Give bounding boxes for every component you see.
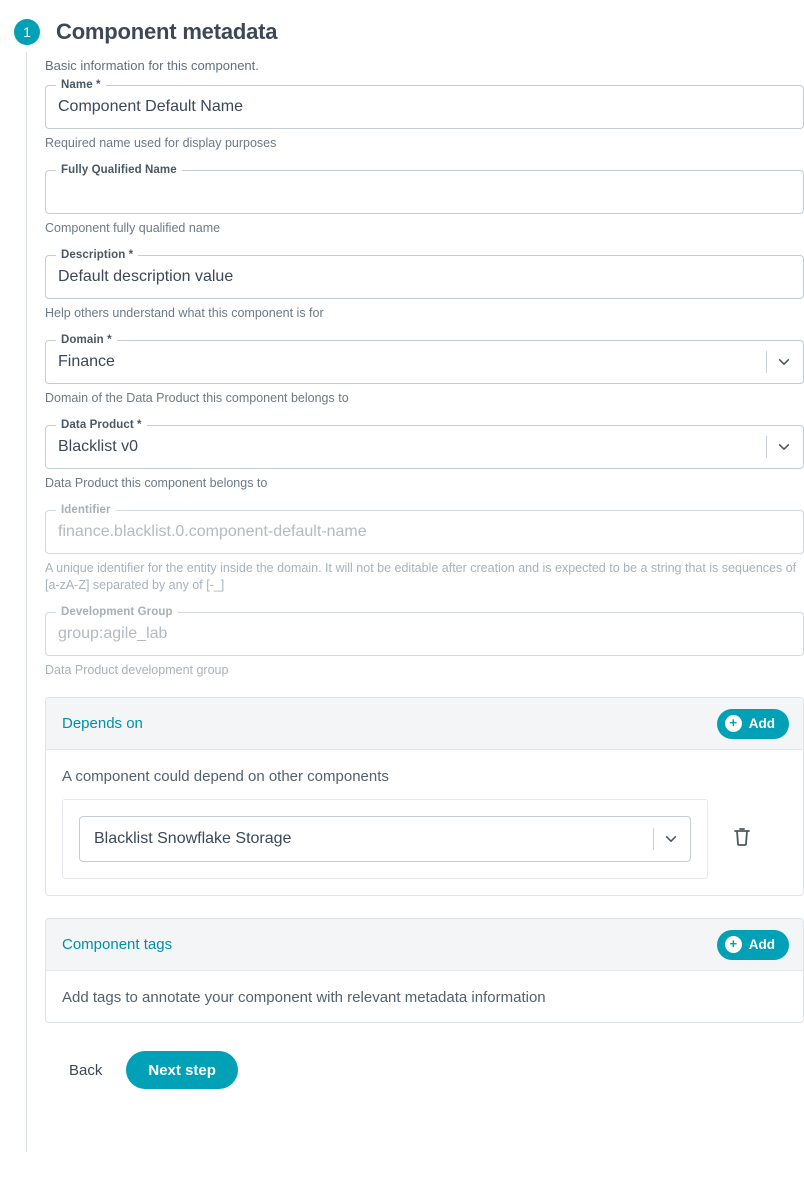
fully-qualified-name-input[interactable] [45, 164, 804, 214]
development-group-value: group:agile_lab [58, 625, 168, 642]
depends-on-panel [45, 697, 804, 896]
name-label: Name * [56, 78, 106, 92]
description-input[interactable] [45, 249, 804, 299]
domain-helper: Domain of the Data Product this component belongs to [45, 391, 349, 405]
domain-select-affordance [766, 351, 791, 373]
data-product-select-affordance [766, 436, 791, 458]
depends-on-panel-header [46, 698, 803, 750]
plus-icon: + [725, 936, 742, 953]
list-item [62, 799, 787, 879]
step-header [0, 0, 804, 52]
dependency-select-affordance [653, 828, 678, 850]
component-tags-panel-body [46, 971, 803, 1022]
depends-on-note: A component could depend on other components [62, 768, 389, 785]
data-product-helper: Data Product this component belongs to [45, 476, 268, 490]
field-domain [45, 334, 804, 384]
back-button[interactable]: Back [59, 1054, 112, 1087]
dependency-item-wrapper [62, 799, 708, 879]
chevron-down-icon[interactable] [777, 440, 791, 454]
development-group-label: Development Group [56, 605, 178, 619]
dependency-value: Blacklist Snowflake Storage [94, 830, 292, 847]
fully-qualified-name-label: Fully Qualified Name [56, 163, 182, 177]
data-product-select[interactable] [45, 419, 804, 469]
chevron-down-icon[interactable] [664, 832, 678, 846]
component-tags-note: Add tags to annotate your component with relevant metadata information [62, 989, 546, 1006]
page-title: Component metadata [56, 19, 278, 44]
description-value: Default description value [58, 268, 234, 285]
name-value: Component Default Name [58, 98, 243, 115]
identifier-input [45, 504, 804, 554]
field-name [45, 79, 804, 129]
description-label: Description * [56, 248, 138, 262]
component-tags-add-label: Add [748, 937, 775, 952]
plus-icon: + [725, 715, 742, 732]
domain-select[interactable] [45, 334, 804, 384]
field-fully-qualified-name [45, 164, 804, 214]
identifier-value: finance.blacklist.0.component-default-name [58, 523, 367, 540]
depends-on-title: Depends on [62, 715, 143, 732]
field-description [45, 249, 804, 299]
step-content [26, 52, 804, 1152]
development-group-input [45, 606, 804, 656]
dependency-select[interactable] [79, 816, 691, 862]
data-product-label: Data Product * [56, 418, 147, 432]
component-tags-panel-header [46, 919, 803, 971]
field-identifier [45, 504, 804, 554]
description-helper: Help others understand what this component is for [45, 306, 324, 320]
divider [653, 828, 654, 850]
fully-qualified-name-helper: Component fully qualified name [45, 221, 221, 235]
step-intro-text: Basic information for this component. [45, 58, 259, 73]
development-group-helper: Data Product development group [45, 663, 229, 677]
step-number-badge: 1 [14, 19, 40, 45]
identifier-helper: A unique identifier for the entity inside the domain. It will not be editable after creation and is expected to be a string that is sequences of [a-zA-Z] separated by any of [-_] [45, 561, 797, 592]
name-input[interactable] [45, 79, 804, 129]
divider [766, 351, 767, 373]
domain-value: Finance [58, 353, 115, 370]
identifier-label: Identifier [56, 503, 116, 517]
component-tags-panel [45, 918, 804, 1023]
depends-on-panel-body [46, 750, 803, 895]
divider [766, 436, 767, 458]
depends-on-add-button[interactable] [717, 709, 789, 739]
delete-icon[interactable] [732, 826, 752, 853]
field-data-product [45, 419, 804, 469]
component-tags-add-button[interactable] [717, 930, 789, 960]
name-helper: Required name used for display purposes [45, 136, 277, 150]
next-step-button[interactable]: Next step [126, 1051, 238, 1089]
field-development-group [45, 606, 804, 656]
component-tags-title: Component tags [62, 936, 173, 953]
domain-label: Domain * [56, 333, 117, 347]
wizard-footer [45, 1045, 804, 1089]
data-product-value: Blacklist v0 [58, 438, 139, 455]
depends-on-add-label: Add [748, 716, 775, 731]
chevron-down-icon[interactable] [777, 355, 791, 369]
